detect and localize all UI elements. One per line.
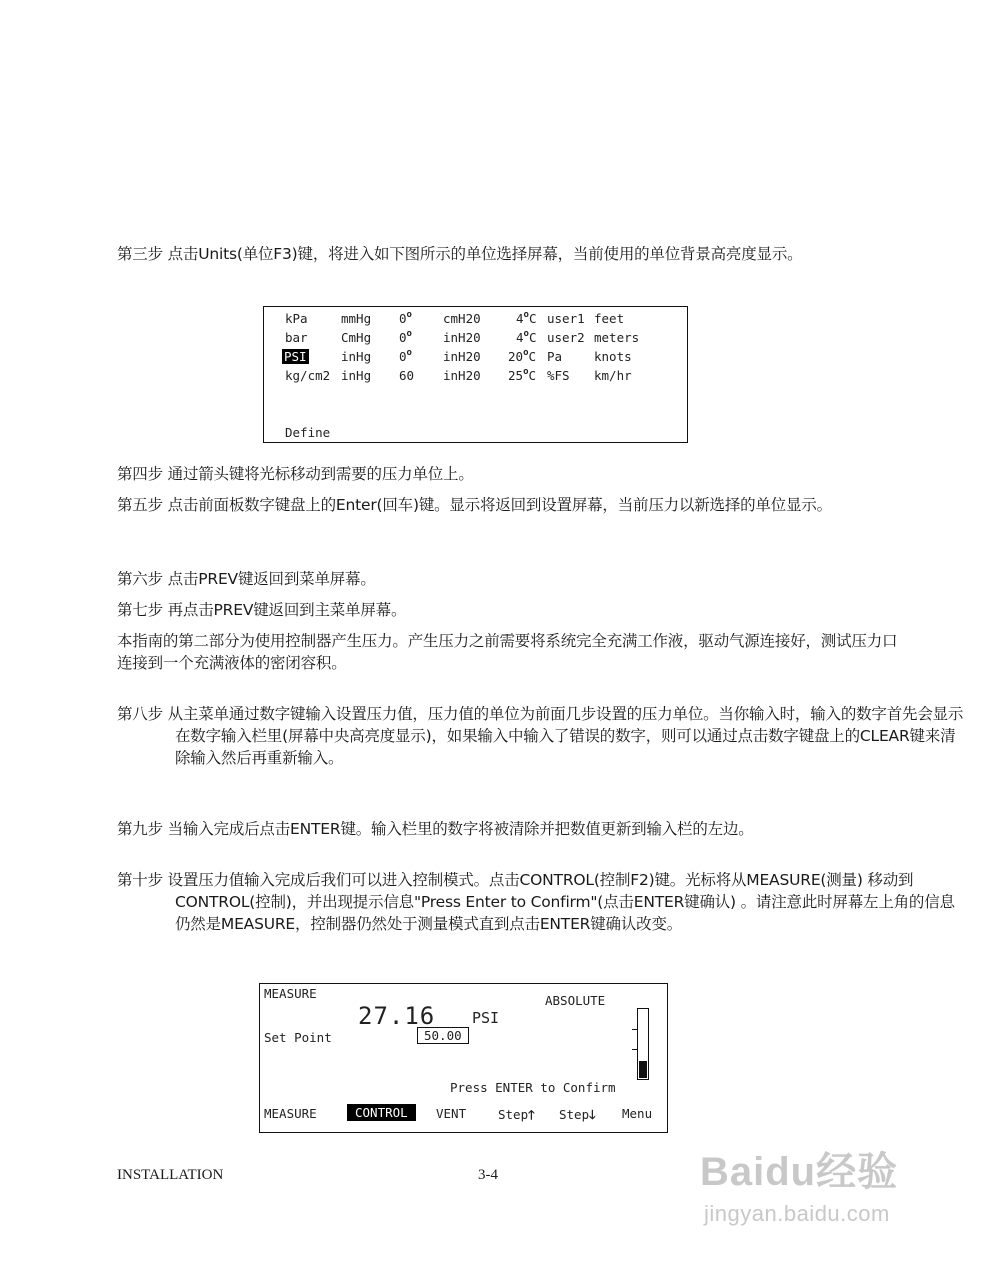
step-down-softkey[interactable]: Step🡓 — [559, 1107, 596, 1122]
baidu-watermark — [700, 1140, 898, 1227]
unit-cell: inHg — [341, 349, 372, 364]
unit-cell: 25$^o$C — [508, 367, 537, 383]
arrow-up-icon: 🡑 — [528, 1107, 535, 1122]
bargraph-tick — [632, 1029, 637, 1030]
unit-cell: user1 — [547, 311, 585, 326]
unit-cell: inH20 — [443, 349, 481, 364]
arrow-down-icon: 🡓 — [589, 1107, 596, 1122]
setpoint-input[interactable]: 50.00 — [417, 1027, 469, 1044]
step3-text: 第三步 点击Units(单位F3)键，将进入如下图所示的单位选择屏幕，当前使用的单位背景高亮度显示。 — [117, 245, 803, 263]
units-select-screen — [263, 306, 688, 443]
unit-cell: kPa — [285, 311, 308, 326]
control-softkey[interactable]: CONTROL — [347, 1104, 416, 1121]
unit-cell-selected[interactable]: PSI — [284, 349, 307, 364]
setpoint-label: Set Point — [264, 1030, 332, 1045]
define-softkey[interactable]: Define — [285, 425, 331, 440]
measure-softkey[interactable]: MEASURE — [264, 1106, 317, 1121]
unit-cell: user2 — [547, 330, 585, 345]
pressure-reading: 27.16 — [358, 1002, 436, 1030]
measure-screen — [259, 983, 668, 1133]
menu-softkey[interactable]: Menu — [622, 1106, 653, 1121]
watermark-url: jingyan.baidu.com — [704, 1201, 890, 1226]
confirm-prompt: Press ENTER to Confirm — [450, 1080, 616, 1095]
step8-text: 第八步 从主菜单通过数字键输入设置压力值，压力值的单位为前面几步设置的压力单位。当你输入时，输入的数字首先会显示在数字输入栏里(屏幕中央高亮度显示)，如果输入中输入了错误的数字，则可以通过点击数字键盘上的CLEAR键来清除输入然后再重新输入。 — [117, 705, 964, 767]
footer-section-label: INSTALLATION — [117, 1167, 224, 1183]
unit-cell: feet — [594, 311, 625, 326]
unit-cell: km/hr — [594, 368, 632, 383]
unit-cell: 20$^o$C — [508, 348, 537, 364]
unit-cell: meters — [594, 330, 640, 345]
step4-text: 第四步 通过箭头键将光标移动到需要的压力单位上。 — [117, 465, 474, 483]
step9-text: 第九步 当输入完成后点击ENTER键。输入栏里的数字将被清除并把数值更新到输入栏的左边。 — [117, 820, 754, 838]
step10-text: 第十步 设置压力值输入完成后我们可以进入控制模式。点击CONTROL(控制F2)键。光标将从MEASURE(测量) 移动到CONTROL(控制)，并出现提示信息"Press Enter to Confirm"(点击ENTER键确认) 。请注意此时屏幕左上角的信息仍然是MEASURE，控制器仍然处于测量模式直到点击ENTER键确认改变。 — [117, 871, 955, 933]
unit-cell: Pa — [547, 349, 563, 364]
unit-cell: mmHg — [341, 311, 372, 326]
watermark-logo: Baidu经验 — [700, 1150, 899, 1194]
unit-cell: cmH20 — [443, 311, 481, 326]
unit-cell: 0$^o$ — [399, 348, 412, 364]
vent-softkey[interactable]: VENT — [436, 1106, 467, 1121]
step-up-softkey[interactable]: Step🡑 — [498, 1107, 535, 1122]
bargraph-tick — [632, 1049, 637, 1050]
unit-cell: %FS — [547, 368, 570, 383]
step5-text: 第五步 点击前面板数字键盘上的Enter(回车)键。显示将返回到设置屏幕，当前压力以新选择的单位显示。 — [117, 496, 832, 514]
unit-cell: inH20 — [443, 368, 481, 383]
page-number: 3-4 — [478, 1167, 498, 1183]
unit-cell: 4$^o$C — [516, 310, 537, 326]
pressure-unit: PSI — [472, 1009, 500, 1027]
step7-text: 第七步 再点击PREV键返回到主菜单屏幕。 — [117, 601, 407, 619]
unit-cell: inH20 — [443, 330, 481, 345]
unit-cell: bar — [285, 330, 308, 345]
intro-part2-text: 本指南的第二部分为使用控制器产生压力。产生压力之前需要将系统完全充满工作液，驱动气源连接好，测试压力口连接到一个充满液体的密闭容积。 — [117, 632, 898, 672]
pressure-bargraph — [637, 1008, 649, 1080]
unit-cell: knots — [594, 349, 632, 364]
unit-cell: 0$^o$ — [399, 329, 412, 345]
unit-cell: 4$^o$C — [516, 329, 537, 345]
unit-cell: 0$^o$ — [399, 310, 412, 326]
absolute-label: ABSOLUTE — [545, 993, 606, 1008]
unit-cell: CmHg — [341, 330, 372, 345]
unit-cell: 60 — [399, 368, 415, 383]
bargraph-fill — [639, 1061, 647, 1078]
mode-label: MEASURE — [264, 986, 317, 1001]
unit-cell: kg/cm2 — [285, 368, 331, 383]
step6-text: 第六步 点击PREV键返回到菜单屏幕。 — [117, 570, 376, 588]
unit-cell: inHg — [341, 368, 372, 383]
